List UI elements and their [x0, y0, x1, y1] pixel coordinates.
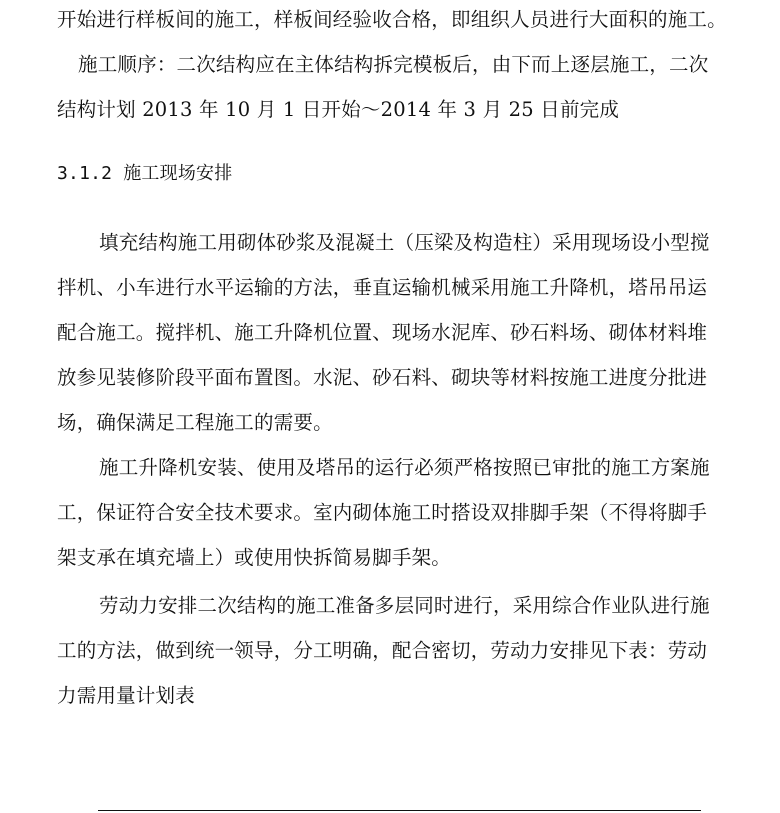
- text-line-3: 结构计划 2013 年 10 月 1 日开始～2014 年 3 月 25 日前完成: [57, 98, 620, 121]
- text-line-15: 力需用量计划表: [57, 684, 195, 707]
- footer-divider: [98, 810, 701, 811]
- section-heading: 3.1.2 施工现场安排: [57, 163, 233, 184]
- text-line-9: 场，确保满足工程施工的需要。: [57, 411, 333, 434]
- text-line-13: 劳动力安排二次结构的施工准备多层同时进行，采用综合作业队进行施: [99, 594, 710, 617]
- text-line-5: 填充结构施工用砌体砂浆及混凝土（压梁及构造柱）采用现场设小型搅: [99, 231, 710, 254]
- text-line-7: 配合施工。搅拌机、施工升降机位置、现场水泥库、砂石料场、砌体材料堆: [57, 321, 708, 344]
- text-line-2: 施工顺序：二次结构应在主体结构拆完模板后，由下而上逐层施工，二次: [78, 53, 709, 76]
- text-line-10: 施工升降机安装、使用及塔吊的运行必须严格按照已审批的施工方案施: [99, 456, 710, 479]
- text-line-14: 工的方法，做到统一领导，分工明确，配合密切，劳动力安排见下表：劳动: [57, 639, 708, 662]
- text-line-11: 工，保证符合安全技术要求。室内砌体施工时搭设双排脚手架（不得将脚手: [57, 501, 708, 524]
- text-line-6: 拌机、小车进行水平运输的方法，垂直运输机械采用施工升降机，塔吊吊运: [57, 276, 708, 299]
- text-line-8: 放参见装修阶段平面布置图。水泥、砂石料、砌块等材料按施工进度分批进: [57, 366, 708, 389]
- text-line-1: 开始进行样板间的施工，样板间经验收合格，即组织人员进行大面积的施工。: [57, 8, 727, 31]
- text-line-12: 架支承在填充墙上）或使用快拆简易脚手架。: [57, 546, 452, 569]
